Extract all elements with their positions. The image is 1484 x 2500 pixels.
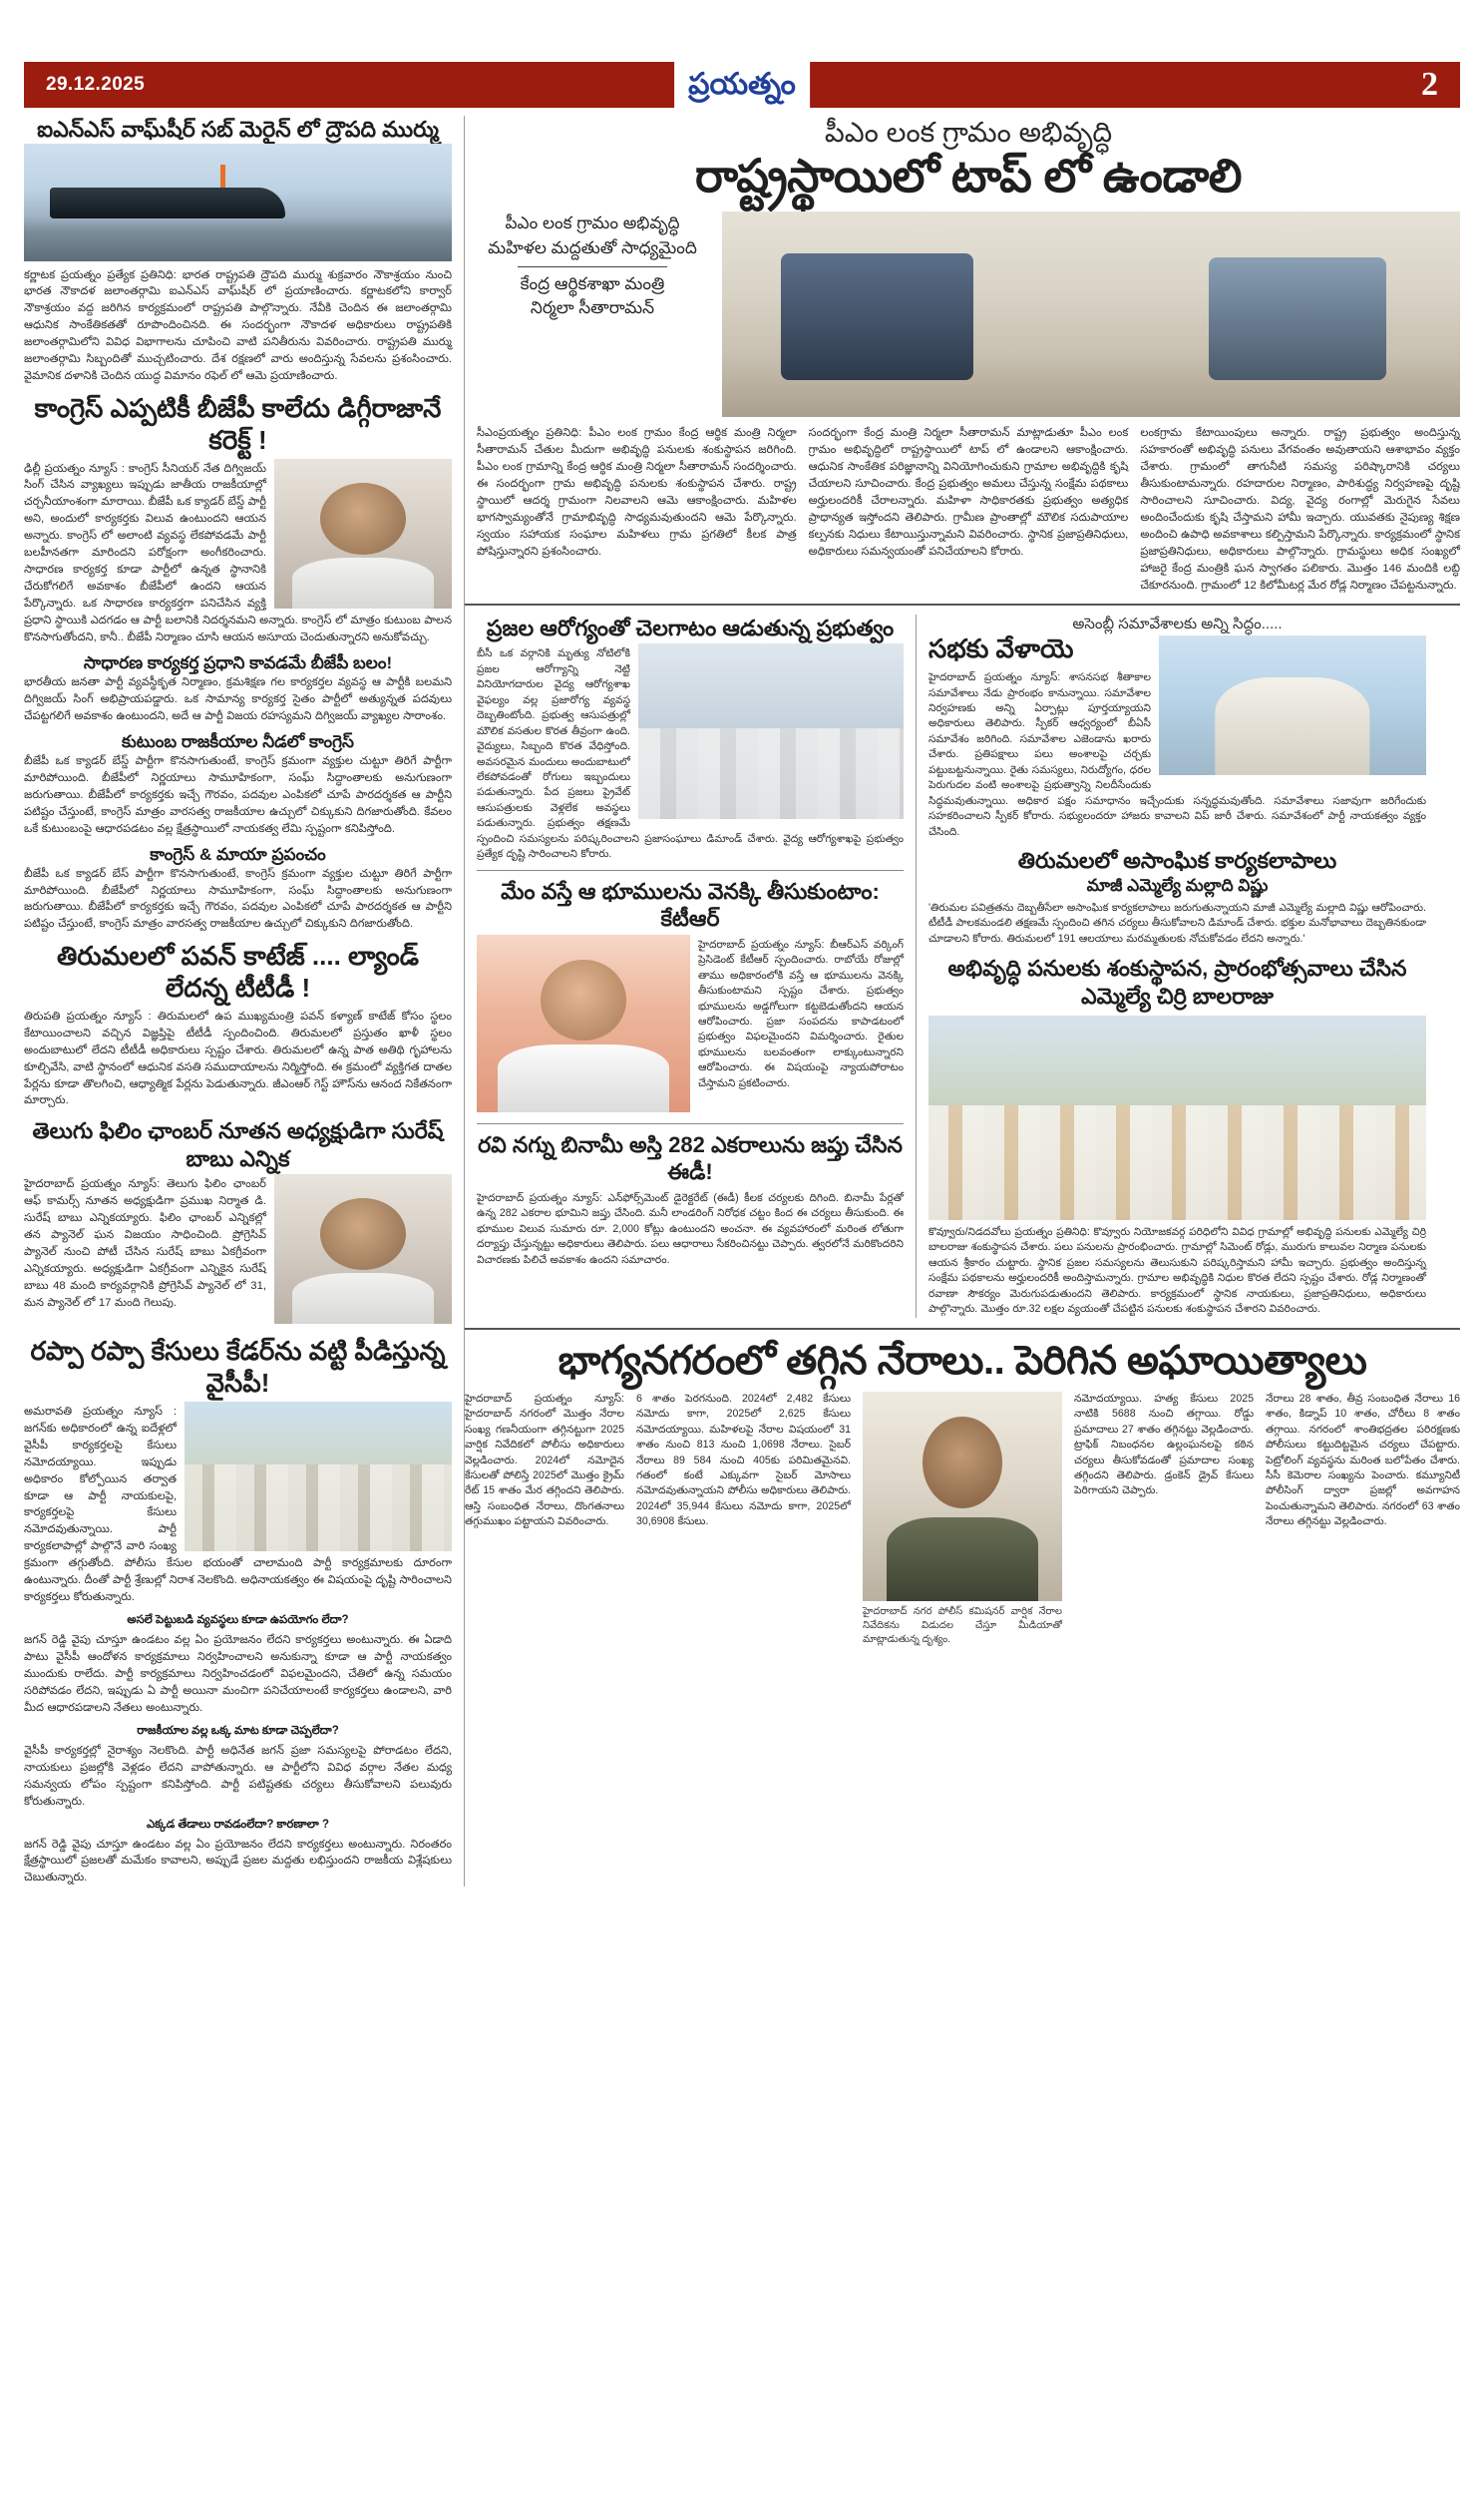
story-headline: తిరుమలలో పవన్ కాటేజ్ .... ల్యాండ్ లేదన్న టీటీడీ !	[56, 941, 420, 1004]
interview-answer-3: జగన్ రెడ్డి వైపు చూస్తూ ఉండటం వల్ల ఏం ప్రయోజనం లేదని కార్యకర్తలు అంటున్నారు. నిరంతరం క్షేత్రస్థాయిలో ప్రజలతో మమేకం కావాలని, అప్పుడే ప్రజల మద్దతు లభిస్తుందని రాజకీయ విశ్లేషకులు చెబుతున్నారు.	[24, 1838, 452, 1884]
bottom-story-hyderabad-crime	[465, 1328, 1460, 1647]
story-body: తిరుపతి ప్రయత్నం న్యూస్ : తిరుమలలో ఉప ముఖ్యమంత్రి పవన్ కళ్యాణ్ కాటేజ్ కోసం స్థలం కేటాయించాలని వచ్చిన విజ్ఞప్తిపై టీటీడీ స్పందించింది. తిరుమలలో ప్రస్తుతం ఖాళీ స్థలం అందుబాటులో లేదని టీటీడీ అధికారులు స్పష్టం చేశారు. తిరుమలలో ఉన్న పాత అతిథి గృహాలను కూల్చివేసి, వాటి స్థానంలో ఆధునిక వసతి సముదాయాలను నిర్మిస్తోంది. ఈ క్రమంలో వ్యక్తిగత దాతల పేర్లను కూడా తొలగించి, ఆధ్యాత్మిక పేర్లను పెడుతున్నారు. జీఎంఆర్ గెస్ట్ హౌస్‌ను ఆనంద నికేతనంగా మార్చారు.	[24, 1010, 452, 1107]
bottom-photo-wrapper	[863, 1392, 1062, 1647]
hero-sub-line-2: మహిళల మద్దతుతో సాధ్యమైంది	[488, 238, 697, 258]
police-commissioner-photo	[863, 1392, 1062, 1601]
hero-body-col-2: సందర్భంగా కేంద్ర మంత్రి నిర్మలా సీతారామన్ మాట్లాడుతూ పీఎం లంక గ్రామం అభివృద్ధిలో రాష్ట్రస్థాయిలో టాప్ లో ఉండాలని ఆకాంక్షించారు. ఆధునిక సాంకేతిక పరిజ్ఞానాన్ని వినియోగించుకుని గ్రామాల అభివృద్ధికి కృషి చేయాలని సూచించారు. కేంద్ర ప్రభుత్వం అమలు చేస్తున్న సంక్షేమ పథకాలు అర్హులందరికీ చేరాలన్నారు. మహిళా సాధికారతకు ప్రభుత్వం అత్యధిక ప్రాధాన్యత ఇస్తోందని తెలిపారు. గ్రామీణ ప్రాంతాల్లో మౌలిక సదుపాయాల కల్పనకు నిధులు కేటాయిస్తున్నామని వివరించారు. స్థానిక ప్రజాప్రతినిధులు, అధికారులు సమన్వయంతో పనిచేయాలని కోరారు.	[808, 427, 1129, 559]
bottom-body-col-4: నేరాలు 28 శాతం, తీవ్ర సంబంధిత నేరాలు 16 శాతం, కిడ్నాప్ 10 శాతం, చోరీలు 8 శాతం తగ్గాయి. నగరంలో శాంతిభద్రతల పరిరక్షణకు పోలీసులు కట్టుదిట్టమైన చర్యలు చేపట్టారు. పెట్రోలింగ్ వ్యవస్థను మరింత బలోపేతం చేశారు. సీసీ కెమెరాల సంఖ్యను పెంచారు. కమ్యూనిటీ పోలీసింగ్ ద్వారా ప్రజల్లో అవగాహన పెంచుతున్నామని తెలిపారు. నగరంలో 63 శాతం నేరాలు తగ్గినట్టు వెల్లడించారు.	[1266, 1392, 1460, 1528]
page-grid	[24, 116, 1460, 1886]
hero-deck	[477, 211, 708, 321]
photo-caption: హైదరాబాద్ నగర పోలీస్ కమిషనర్ వార్షిక నేరాల నివేదికను విడుదల చేస్తూ మీడియాతో మాట్లాడుతున్న దృశ్యం.	[863, 1605, 1062, 1645]
story-body: హైదరాబాద్ ప్రయత్నం న్యూస్: బీఆర్ఎస్ వర్కింగ్ ప్రెసిడెంట్ కేటీఆర్ స్పందించారు. రాబోయే రోజుల్లో తాము అధికారంలోకి వస్తే ఆ భూములను వెనక్కి తీసుకుంటామని స్పష్టం చేశారు. ప్రభుత్వం భూములను అడ్డగోలుగా కట్టబెడుతోందని ఆయన ఆరోపించారు. ప్రజా సంపదను కాపాడటంలో ప్రభుత్వం విఫలమైందని విమర్శించారు. రైతుల భూములను బలవంతంగా లాక్కుంటున్నారని ఆరోపించారు. ఈ విషయంపై న్యాయపోరాటం చేస్తామని ప్రకటించారు.	[698, 938, 904, 1089]
right-side-wrapper	[465, 116, 1460, 1886]
story-headline: అభివృద్ధి పనులకు శంకుస్థాపన, ప్రారంభోత్సవాలు చేసిన ఎమ్మెల్యే చిర్రి బాలరాజు	[947, 956, 1407, 1009]
story-public-health	[477, 615, 904, 863]
bottom-body-col-3: నమోదయ్యాయి. హత్య కేసులు 2025 నాటికి 5688 నుంచి తగ్గాయి. రోడ్డు ప్రమాదాలు 27 శాతం తగ్గినట్టు వెల్లడించారు. ట్రాఫిక్ నిబంధనల ఉల్లంఘనలపై కఠిన చర్యలు తీసుకోవడంతో ప్రమాదాల సంఖ్య తగ్గిందని తెలిపారు. డ్రంకెన్ డ్రైవ్ కేసులు పెరిగాయని చెప్పారు.	[1074, 1392, 1254, 1497]
hero-story-pm-lanka	[465, 116, 1460, 595]
mid-right-grid	[465, 615, 1460, 1318]
hero-credit-name: నిర్మలా సీతారామన్	[530, 298, 655, 318]
interview-answer-2: వైసీపీ కార్యకర్తల్లో నైరాశ్యం నెలకొంది. పార్టీ అధినేత జగన్ ప్రజా సమస్యలపై పోరాడటం లేదని, నాయకులు ప్రజల్లోకి వెళ్లడం లేదని వాపోతున్నారు. ఆ పార్టీలోని వివిధ వర్గాల నేతల మధ్య సమన్వయ లోపం స్పష్టంగా కనిపిస్తోంది. పార్టీ పటిష్టతకు చర్యలు తీసుకోవాలని పలువురు కోరుతున్నారు.	[24, 1744, 452, 1808]
story-body: హైదరాబాద్ ప్రయత్నం న్యూస్: శాసనసభ శీతాకాల సమావేశాలు నేడు ప్రారంభం కానున్నాయి. సమావేశాల నిర్వహణకు అన్ని ఏర్పాట్లు పూర్తయ్యాయని అధికారులు తెలిపారు. స్పీకర్ ఆధ్వర్యంలో బీఏసీ సమావేశం జరిగింది. సమావేశాల ఎజెండాను ఖరారు చేశారు. ప్రతిపక్షాలు పలు అంశాలపై చర్చకు పట్టుబట్టనున్నాయి. రైతు సమస్యలు, నిరుద్యోగం, ధరల పెరుగుదల వంటి అంశాలపై ప్రభుత్వాన్ని నిలదీసేందుకు సిద్ధమవుతున్నాయి. అధికార పక్షం సమాధానం ఇచ్చేందుకు సన్నద్ధమవుతోంది. సమావేశాలు సజావుగా జరిగేందుకు సహకరించాలని స్పీకర్ కోరారు. సభ్యులందరూ హాజరు కావాలని విప్ జారీ చేశారు. సమావేశంలో పార్టీ నాయకత్వం వ్యక్తం చేసింది.	[928, 671, 1426, 838]
suresh-babu-photo	[274, 1174, 452, 1324]
story-headline: మాజీ ఎమ్మెల్యే మల్లాది విష్ణు	[1086, 875, 1269, 895]
story-headline: మేం వస్తే ఆ భూములను వెనక్కి తీసుకుంటాం: కేటీఆర్	[501, 878, 880, 932]
story-ktr-lands	[477, 878, 904, 1116]
story-body: అమరావతి ప్రయత్నం న్యూస్ : జగన్‌కు అధికారంలో ఉన్న ఐదేళ్లలో వైసీపీ కార్యకర్తలపై కేసులు నమోదయ్యాయి. ఇప్పుడు అధికారం కోల్పోయిన తర్వాత కూడా ఆ పార్టీ నాయకులపై, కార్యకర్తలపై కేసులు నమోదవుతున్నాయి. పార్టీ కార్యకలాపాల్లో పాల్గొనే వారి సంఖ్య క్రమంగా తగ్గుతోంది. పోలీసు కేసుల భయంతో చాలామంది పార్టీ కార్యక్రమాలకు దూరంగా ఉంటున్నారు. దీంతో పార్టీ శ్రేణుల్లో నిరాశ నెలకొంది. అధినాయకత్వం ఈ విషయంపై దృష్టి సారించాలని కార్యకర్తలు కోరుతున్నారు.	[24, 1405, 452, 1604]
masthead-bar	[24, 62, 1460, 108]
story-headline: రప్పా రప్పా కేసులు కేడర్‌ను వట్టి పీడిస్తున్న వైసీపీ!	[30, 1336, 446, 1399]
newspaper-logo	[674, 56, 810, 116]
story-tirumala-pawan-cottage	[24, 941, 452, 1109]
hero-photo-wrapper	[722, 211, 1460, 417]
story-body: హైదరాబాద్ ప్రయత్నం న్యూస్: ఎన్‌ఫోర్స్‌మెంట్ డైరెక్టరేట్ (ఈడీ) కీలక చర్యలకు దిగింది. బినామీ పేర్లతో ఉన్న 282 ఎకరాల భూమిని జప్తు చేసింది. మనీ లాండరింగ్ నిరోధక చట్టం కింద ఈ చర్యలు తీసుకుంది. ఈ భూముల విలువ సుమారు రూ. 2,000 కోట్లు ఉంటుందని అంచనా. ఈ వ్యవహారంలో మరింత లోతుగా దర్యాప్తు చేస్తున్నట్టు అధికారులు తెలిపారు. పలు ఆధారాలు సేకరించినట్టు చెప్పారు. త్వరలోనే మరికొందరిని విచారణకు పిలిచే అవకాశం ఉందని సమాచారం.	[477, 1191, 904, 1266]
section-divider-2	[477, 1123, 904, 1124]
interview-question-2: రాజకీయాల వల్ల ఒక్క మాట కూడా చెప్పలేదా?	[137, 1724, 339, 1737]
story-body-2: భారతీయ జనతా పార్టీ వ్యవస్థీకృత నిర్మాణం, క్రమశిక్షణ గల కార్యకర్తల వ్యవస్థ ఆ పార్టీకి బలమని దిగ్విజయ్ సింగ్ అభిప్రాయపడ్డారు. ఒక సామాన్య కార్యకర్త సైతం పార్టీలో అత్యున్నత పదవులు చేపట్టగలిగే అవకాశం ఉంటుందని, అదే ఆ పార్టీ విజయ రహస్యమని దిగ్విజయ్ వ్యాఖ్యల సారాంశం.	[24, 675, 452, 722]
story-body-4: బీజేపీ ఒక క్యాడర్ బేస్ పార్టీగా కొనసాగుతుంటే, కాంగ్రెస్ క్రమంగా వ్యక్తుల చుట్టూ తిరిగే పార్టీగా మారిపోయింది. బీజేపీలో నిర్ణయాలు సామూహికంగా, సంఘ్ సిద్ధాంతాలకు అనుగుణంగా జరుగుతాయి. బీజేపీలో కార్యకర్తకు ఇచ్చే గౌరవం, పదవుల ఎంపికలో చూపే పారదర్శకత ఆ పార్టీని పటిష్టం చేస్తుంటే, కాంగ్రెస్ మాత్రం వారసత్వ రాజకీయాల ఉచ్చులో చిక్కుకుని దిగజారుతోంది.	[24, 867, 452, 931]
submarine-photo	[24, 144, 452, 261]
story-body: కర్ణాటక ప్రయత్నం ప్రత్యేక ప్రతినిధి: భారత రాష్ట్రపతి ద్రౌపది ముర్ము శుక్రవారం నౌకాశ్రయం నుంచి భారత నౌకాదళ జలాంతర్గామి ఐఎన్ఎస్ వాఘ్‌షీర్ లో ప్రయాణించారు. కర్ణాటకలోని కార్వార్ నౌకాశ్రయం వద్ద జరిగిన కార్యక్రమంలో రాష్ట్రపతి పాల్గొన్నారు. నేవీకి చెందిన ఈ జలాంతర్గామి ఆధునిక సాంకేతికతతో రూపొందించినది. ఈ సందర్భంగా నౌకాదళ అధికారులు రాష్ట్రపతికి జలాంతర్గామిలోని వివిధ విభాగాలను చూపించి వాటి పనితీరును వివరించారు. రాష్ట్రపతి ముర్ము జలాంతర్గామి సిబ్బందితో ముచ్చటించారు. దేశ రక్షణలో వారు అందిస్తున్న సేవలను ప్రశంసించారు. వైమానిక దళానికి చెందిన యుద్ధ విమానం రఫెల్ లో ఆమె ప్రయాణించారు.	[24, 268, 452, 383]
story-headline: ఐఎన్ఎస్ వాఘ్‌షీర్ సబ్ మెరైన్ లో ద్రౌపది ముర్ము	[37, 117, 439, 142]
nirmala-sitharaman-photo	[722, 211, 1460, 417]
middle-column	[465, 615, 916, 1318]
story-headline: సభకు వేళాయె	[928, 633, 1074, 664]
story-headline: కాంగ్రెస్ ఎప్పటికీ బీజేపీ కాలేదు డిగ్గీరాజానే కరెక్ట్ !	[34, 393, 442, 455]
hero-kicker: పీఎం లంక గ్రామం అభివృద్ధి	[824, 117, 1113, 148]
newspaper-page	[0, 62, 1484, 2500]
story-subheadline: సాధారణ కార్యకర్త ప్రధాని కావడమే బీజేపీ బలం!	[83, 652, 393, 672]
digvijay-singh-photo	[274, 459, 452, 609]
health-protest-photo	[638, 643, 904, 819]
hero-sub-line-1: పీఎం లంక గ్రామం అభివృద్ధి	[505, 213, 680, 233]
story-congress-bjp	[24, 393, 452, 933]
left-column	[24, 116, 465, 1886]
story-subheadline-3: కాంగ్రెస్ & మాయా ప్రపంచం	[150, 844, 326, 864]
story-assembly-session	[928, 615, 1426, 840]
story-body: కొవ్వూరు/నిడదవోలు ప్రయత్నం ప్రతినిధి: కొవ్వూరు నియోజకవర్గ పరిధిలోని వివిధ గ్రామాల్లో అభివృద్ధి పనులకు ఎమ్మెల్యే చిర్రి బాలరాజు శంకుస్థాపన చేశారు. పలు పనులను ప్రారంభించారు. గ్రామాల్లో సిమెంట్ రోడ్లు, మురుగు కాలువల నిర్మాణ పనులకు ఆయన శ్రీకారం చుట్టారు. స్థానిక ప్రజల సమస్యలను తెలుసుకుని పరిష్కరిస్తామని హామీ ఇచ్చారు. ప్రభుత్వం అందిస్తున్న సంక్షేమ పథకాలను అర్హులందరికీ అందిస్తామన్నారు. గ్రామాల అభివృద్ధికి నిధుల కొరత లేదని స్పష్టం చేశారు. రోడ్ల నిర్మాణంతో రవాణా సౌకర్యం మెరుగుపడుతుందని తెలిపారు. కార్యక్రమంలో స్థానిక నాయకులు, ప్రజాప్రతినిధులు, అధికారులు పాల్గొన్నారు. మొత్తం రూ.32 లక్షల వ్యయంతో చేపట్టిన పనులకు శంకుస్థాపన చేశారని వివరించారు.	[928, 1226, 1426, 1316]
story-headline: రవి నగ్ను బినామీ అస్తి 282 ఎకరాలును జప్తు చేసిన ఈడీ!	[478, 1131, 903, 1185]
hero-body-col-3: లంకగ్రామ కేటాయింపులు అన్నారు. రాష్ట్ర ప్రభుత్వం అందిస్తున్న సహకారంతో అభివృద్ధి పనులు వేగవంతం అవుతాయని ఆశాభావం వ్యక్తం చేశారు. గ్రామంలో తాగునీటి సమస్య పరిష్కారానికి చర్యలు తీసుకుంటామన్నారు. రహదారుల నిర్మాణం, పారిశుద్ధ్య నిర్వహణపై దృష్టి సారించాలని సూచించారు. విద్య, వైద్య రంగాల్లో మెరుగైన సేవలు అందించేందుకు కృషి చేస్తామని హామీ ఇచ్చారు. యువతకు నైపుణ్య శిక్షణ అందించి ఉపాధి అవకాశాలు కల్పిస్తామని పేర్కొన్నారు. కార్యక్రమంలో స్థానిక ప్రజాప్రతినిధులు, అధికారులు పాల్గొన్నారు. గ్రామస్థులు అధిక సంఖ్యలో హాజరై కేంద్ర మంత్రికి ఘన స్వాగతం పలికారు. మొత్తం 146 మందికి లబ్ధి చేకూరనుంది. గ్రామంలో 12 కిలోమీటర్ల మేర రోడ్ల నిర్మాణం చేపట్టనున్నారు.	[1140, 427, 1460, 592]
story-mla-balaraju	[928, 955, 1426, 1318]
story-headline: భాగ్యనగరంలో తగ్గిన నేరాలు.. పెరిగిన అఘాయిత్యాలు	[557, 1338, 1367, 1383]
foundation-ceremony-photo	[928, 1016, 1426, 1220]
bottom-body-col-1: హైదరాబాద్ ప్రయత్నం న్యూస్: హైదరాబాద్ నగరంలో మొత్తం నేరాల సంఖ్య గణనీయంగా తగ్గినట్టుగా 2025 వార్షిక నివేదికలో పోలీసు అధికారులు వెల్లడించారు. 2024లో నమోదైన కేసులతో పోలిస్తే 2025లో మొత్తం క్రైమ్ రేట్ 15 శాతం మేర తగ్గిందని తెలిపారు. ఆస్తి సంబంధిత నేరాలు, దొంగతనాలు తగ్గుముఖం పట్టాయని వివరించారు.	[465, 1392, 624, 1528]
bottom-story-columns	[465, 1392, 1460, 1647]
story-subheadline-2: కుటుంబ రాజకీయాల నీడలో కాంగ్రెస్	[122, 731, 354, 751]
story-headline: తెలుగు ఫిలిం ఛాంబర్ నూతన అధ్యక్షుడిగా సురేష్ బాబు ఎన్నిక	[32, 1118, 444, 1171]
hero-bottom-divider	[465, 604, 1460, 606]
hero-body-columns	[477, 425, 1460, 594]
ycp-rally-photo	[185, 1402, 452, 1551]
story-ycp-cases	[24, 1336, 452, 1886]
story-ins-vaghsheer	[24, 116, 452, 385]
hero-headline: రాష్ట్రస్థాయిలో టాప్ లో ఉండాలి	[695, 149, 1242, 202]
story-kicker: తిరుమలలో అసాంఘిక కార్యకలాపాలు	[1017, 848, 1337, 874]
hero-credit-role: కేంద్ర ఆర్థికశాఖా మంత్రి	[520, 273, 665, 293]
assembly-building-photo	[1159, 635, 1426, 775]
story-body-3: బీజేపీ ఒక క్యాడర్ బేస్డ్ పార్టీగా కొనసాగుతుంటే, కాంగ్రెస్ క్రమంగా వ్యక్తుల చుట్టూ తిరిగే పార్టీగా మారిపోయింది. బీజేపీలో నిర్ణయాలు సామూహికంగా, సంఘ్ సిద్ధాంతాలకు అనుగుణంగా జరుగుతాయి. బీజేపీలో కార్యకర్తకు ఇచ్చే గౌరవం, పదవుల ఎంపికలో చూపే పారదర్శకత ఆ పార్టీని పటిష్టం చేస్తుంటే, కాంగ్రెస్ మాత్రం వారసత్వ రాజకీయాల ఉచ్చులో చిక్కుకుని దిగజారుతోంది. కేవలం ఒకే కుటుంబంపై ఆధారపడటం వల్ల క్షేత్రస్థాయిలో నాయకత్వ లేమి స్పష్టంగా కనిపిస్తోంది.	[24, 754, 452, 835]
story-body: హైదరాబాద్ ప్రయత్నం న్యూస్: తెలుగు ఫిలిం ఛాంబర్ ఆఫ్ కామర్స్ నూతన అధ్యక్షుడిగా ప్రముఖ నిర్మాత డి. సురేష్ బాబు ఎన్నికయ్యారు. ఫిలిం ఛాంబర్ ఎన్నికల్లో తన ప్యానెల్ ఘన విజయం సాధించింది. ప్రోగ్రెసివ్ ప్యానెల్ నుంచి పోటీ చేసిన సురేష్ బాబు ఏకగ్రీవంగా ఎన్నికయ్యారు. అధ్యక్షుడిగా ఏకగ్రీవంగా ఎన్నికైన సురేష్ బాబు 48 మంది కార్యవర్గానికి ప్రోగ్రెసివ్ ప్యానెల్ లో 31, మన ప్యానెల్ లో 17 మంది గెలుపు.	[24, 1178, 266, 1309]
section-divider	[477, 870, 904, 871]
bottom-body-col-2: 6 శాతం పెరగనుంది. 2024లో 2,482 కేసులు నమోదు కాగా, 2025లో 2,625 కేసులు నమోదయ్యాయి. మహిళలపై నేరాల విషయంలో 31 శాతం నుంచి 813 నుంచి 1,0698 నేరాలు. సైబర్ నేరాలు 89 584 నుంచి 405కు పరిమితమైనవి. గతంలో కంటే ఎక్కువగా సైబర్ మోసాలు నమోదవుతున్నాయని పోలీసు అధికారులు తెలిపారు. 2024లో 35,944 కేసులు నమోదు కాగా, 2025లో 30,6908 కేసులు.	[636, 1392, 851, 1528]
newspaper-logo-text: ప్రయత్నం	[688, 68, 796, 101]
story-film-chamber-suresh-babu	[24, 1117, 452, 1328]
story-headline: ప్రజల ఆరోగ్యంతో చెలగాటం ఆడుతున్న ప్రభుత్వం	[486, 615, 895, 640]
ktr-photo	[477, 935, 690, 1112]
publication-date: 29.12.2025	[46, 74, 146, 95]
deck-divider	[518, 266, 667, 267]
interview-question-3: ఎక్కడ తేడాలు రావడంలేదా? కారణాలా ?	[147, 1818, 329, 1831]
story-body: 'తిరుమల పవిత్రతను దెబ్బతీసేలా అసాంఘిక కార్యకలాపాలు జరుగుతున్నాయని మాజీ ఎమ్మెల్యే మల్లాది విష్ణు ఆరోపించారు. టీటీడీ పాలకమండలి తక్షణమే స్పందించి తగిన చర్యలు తీసుకోవాలని డిమాండ్ చేశారు. భక్తుల మనోభావాలు దెబ్బతినకుండా చూడాలని కోరారు. తిరుమలలో 191 ఆలయాలు మరమ్మతులకు నోచుకోవడం లేదని అన్నారు.'	[928, 901, 1426, 945]
story-kicker: అసెంబ్లీ సమావేశాలకు అన్ని సిద్ధం.....	[1072, 615, 1283, 632]
interview-question-1: అసలే పెట్టుబడి వ్యవస్థలు కూడా ఉపయోగం లేదా?	[127, 1614, 349, 1627]
story-body: బీసీ ఒక వర్గానికి మృత్యు నోటిలోకి ప్రజల ఆరోగ్యాన్ని నెట్టి వినియోగదారుల వైద్య ఆరోగ్యశాఖ వైఫల్యం వల్ల ప్రజారోగ్య వ్యవస్థ దెబ్బతింటోంది. ప్రభుత్వ ఆసుపత్రుల్లో మౌలిక వసతుల కొరత తీవ్రంగా ఉంది. వైద్యులు, సిబ్బంది కొరత వేధిస్తోంది. అవసరమైన మందులు అందుబాటులో లేకపోవడంతో రోగులు ఇబ్బందులు పడుతున్నారు. పేద ప్రజలు ప్రైవేట్ ఆసుపత్రులకు వెళ్లలేక అవస్థలు పడుతున్నారు. ప్రభుత్వం తక్షణమే స్పందించి సమస్యలను పరిష్కరించాలని ప్రజాసంఘాలు డిమాండ్ చేశారు. వైద్య ఆరోగ్యశాఖపై ప్రభుత్వం ప్రత్యేక దృష్టి సారించాలని కోరారు.	[477, 647, 904, 861]
interview-answer-1: జగన్ రెడ్డి వైపు చూస్తూ ఉండటం వల్ల ఏం ప్రయోజనం లేదని కార్యకర్తలు అంటున్నారు. ఈ ఏడాది పాటు వైసీపీ ఆందోళన కార్యక్రమాలు నిర్వహించాలని అనుకున్నా కూడా ఆ పార్టీ నాయకత్వం ముందుకు రాలేదు. పార్టీ కార్యక్రమాలు నిర్వహించడంలో విఫలమైందని, చేతిలో ఉన్న సమయం సరిపోవడం లేదని, ఇప్పుడు ఏ పార్టీ అయినా మంచిగా పనిచేయాలంటే కార్యకర్తలు ఉండాలని, వారి మీద ఆధారపడాలని నేతలు అంటున్నారు.	[24, 1634, 452, 1714]
story-ed-282-acres	[477, 1131, 904, 1268]
hero-body-col-1: సీఎంప్రయత్నం ప్రతినిధి: పీఎం లంక గ్రామం కేంద్ర ఆర్థిక మంత్రి నిర్మలా సీతారామన్ చేతుల మీదుగా అభివృద్ధి పనులకు శంకుస్థాపన జరిగింది. పీఎం లంక గ్రామాన్ని కేంద్ర ఆర్థిక మంత్రి నిర్మలా సీతారామన్ సందర్శించారు. ఈ సందర్భంగా గ్రామ అభివృద్ధి పనులకు శంకుస్థాపన చేశారు. రాష్ట్ర స్థాయిలో ఆదర్శ గ్రామంగా నిలవాలని ఆమె ఆకాంక్షించారు. మహిళల భాగస్వామ్యంతోనే గ్రామాభివృద్ధి సాధ్యమవుతుందని ఆమె పేర్కొన్నారు. స్వయం సహాయక సంఘాల మహిళలు గ్రామ ప్రగతిలో కీలక పాత్ర పోషిస్తున్నారని ప్రశంసించారు.	[477, 427, 797, 559]
page-number: 2	[1421, 66, 1438, 103]
story-body: ఢిల్లీ ప్రయత్నం న్యూస్ : కాంగ్రెస్ సీనియర్ నేత దిగ్విజయ్ సింగ్ చేసిన వ్యాఖ్యలు ఇప్పుడు జాతీయ రాజకీయాల్లో చర్చనీయాంశంగా మారాయి. బీజేపీ ఒక క్యాడర్ బేస్డ్ పార్టీ అని, అందులో కార్యకర్తకు విలువ ఉంటుందని ఆయన అన్నారు. కాంగ్రెస్ లో అలాంటి వ్యవస్థ లేకపోవడమే పార్టీ బలహీనతగా మారిందని పరోక్షంగా అంగీకరించారు. సాధారణ కార్యకర్త కూడా పార్టీలో ఉన్నత స్థానానికి చేరుకోగలిగే అవకాశం బీజేపీలో ఉందని ఆయన పేర్కొన్నారు. ఒక సాధారణ కార్యకర్తగా పనిచేసిన వ్యక్తి ప్రధాని స్థాయికి ఎదగడం ఆ పార్టీ బలానికి నిదర్శనమని అన్నారు. కాంగ్రెస్ లో మాత్రం కుటుంబ పాలన కొనసాగుతోందని, కానీ.. బీజేపీ నిర్మాణం చూసి ఆయన అసూయ చెందుతున్నారని అనుకోవచ్చు.	[24, 462, 452, 643]
story-tirumala-activities	[928, 847, 1426, 947]
right-column	[916, 615, 1426, 1318]
